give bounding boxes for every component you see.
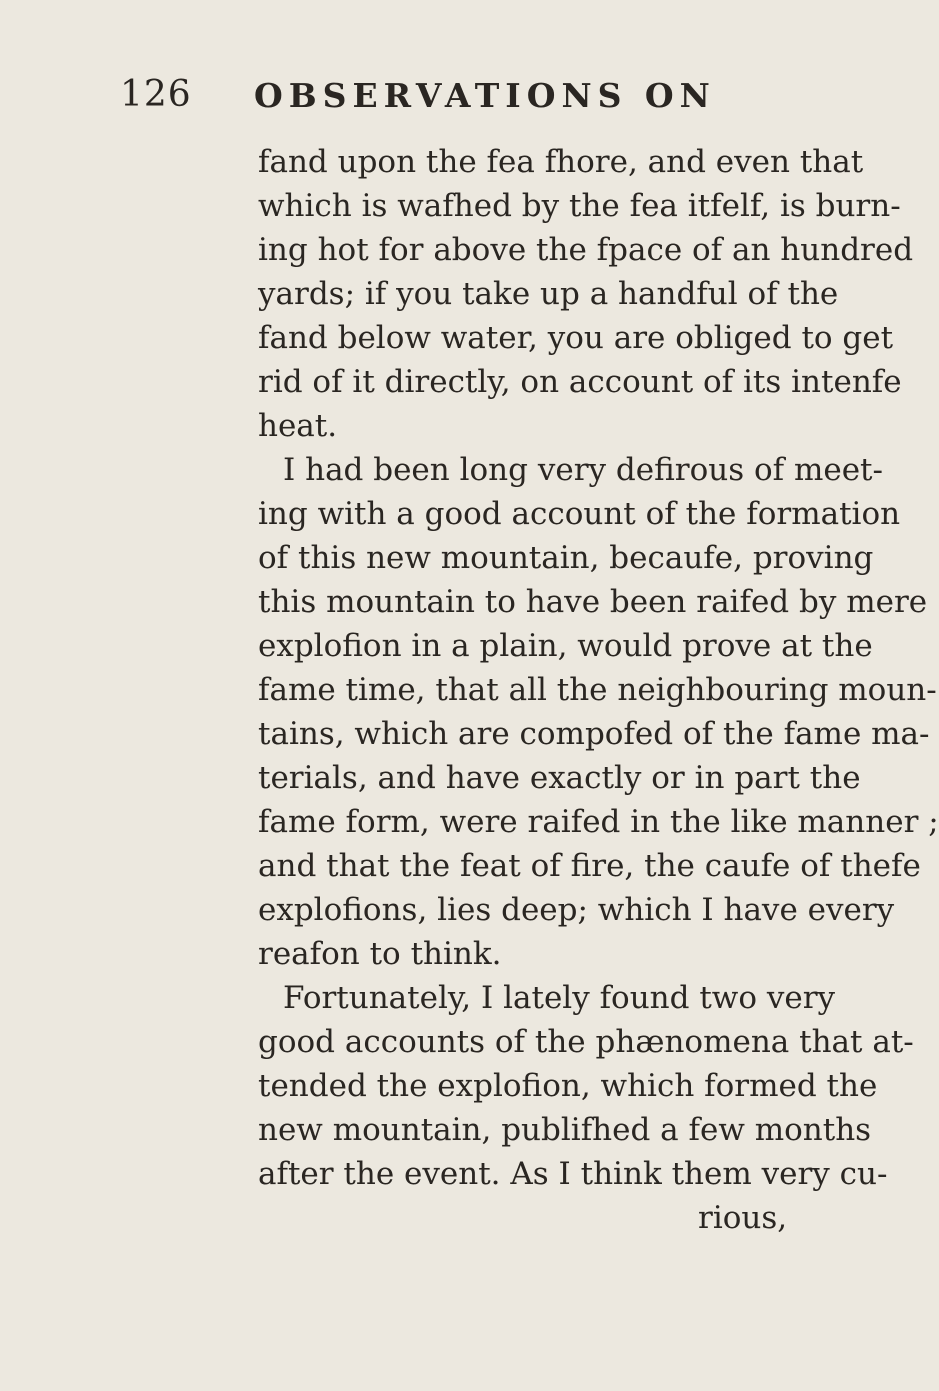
text-line: yards; if you take up a handful of the <box>258 276 839 312</box>
text-line: reafon to think. <box>258 936 502 972</box>
text-line: this mountain to have been raifed by mere <box>258 584 928 620</box>
page-number: 126 <box>120 74 192 115</box>
text-line: ing with a good account of the formation <box>258 496 901 532</box>
text-line: heat. <box>258 408 338 444</box>
text-line: explofion in a plain, would prove at the <box>258 628 873 664</box>
text-line: fand upon the fea fhore, and even that <box>258 144 864 180</box>
text-line: tended the explofion, which formed the <box>258 1068 878 1104</box>
text-line: fame form, were raifed in the like manner ; <box>258 804 939 840</box>
running-head: OBSERVATIONS ON <box>254 76 716 115</box>
text-line: good accounts of the phænomena that at- <box>258 1024 914 1060</box>
text-line: tains, which are compofed of the fame ma- <box>258 716 930 752</box>
text-line: ing hot for above the fpace of an hundred <box>258 232 914 268</box>
text-line: terials, and have exactly or in part the <box>258 760 861 796</box>
text-line: new mountain, publifhed a few months <box>258 1112 872 1148</box>
text-line: fame time, that all the neighbouring moun- <box>258 672 937 708</box>
text-line: rid of it directly, on account of its intenfe <box>258 364 902 400</box>
catchword: rious, <box>698 1200 788 1236</box>
text-line: of this new mountain, becaufe, proving <box>258 540 874 576</box>
page-header <box>120 74 716 124</box>
paragraph-start-line: I had been long very defirous of meet- <box>283 452 883 488</box>
text-line: after the event. As I think them very cu- <box>258 1156 888 1192</box>
text-line: explofions, lies deep; which I have every <box>258 892 895 928</box>
paragraph-start-line: Fortunately, I lately found two very <box>283 980 836 1016</box>
text-line: and that the feat of fire, the caufe of thefe <box>258 848 921 884</box>
text-line: fand below water, you are obliged to get <box>258 320 894 356</box>
text-line: which is wafhed by the fea itfelf, is burn- <box>258 188 901 224</box>
